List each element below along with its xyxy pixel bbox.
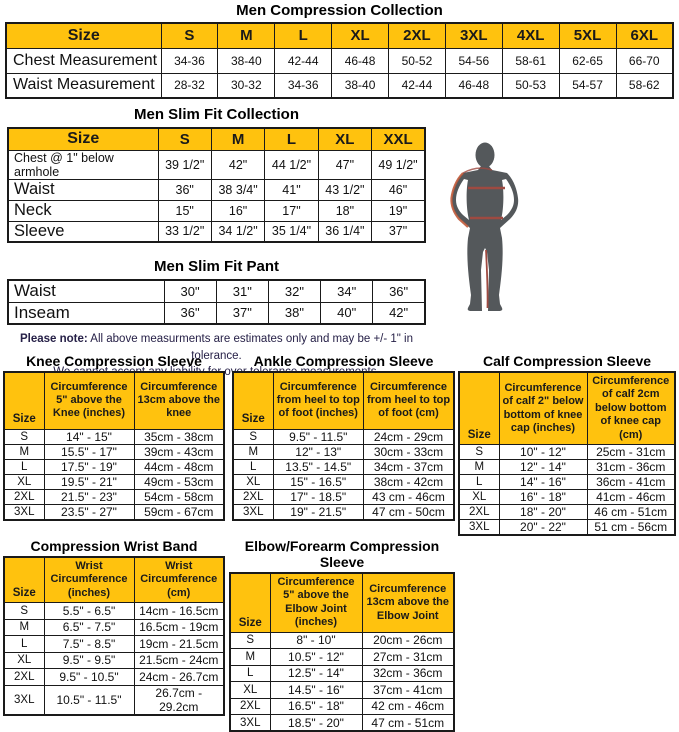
table-row <box>230 649 454 666</box>
data-cell: 30" <box>164 280 216 302</box>
header-cell: Wrist Circumference (cm) <box>134 557 224 603</box>
data-cell: 16" <box>211 200 264 221</box>
table-row <box>233 474 454 489</box>
data-cell: 44 1/2" <box>265 150 318 179</box>
data-cell: 18" <box>318 200 371 221</box>
row-label-cell: L <box>4 636 44 653</box>
data-cell: 46-48 <box>445 73 502 98</box>
data-cell: 33 1/2" <box>158 221 211 242</box>
data-cell: 36" <box>164 302 216 324</box>
data-cell: 38" <box>268 302 320 324</box>
row-label-cell: S <box>459 445 499 460</box>
table-row <box>233 459 454 474</box>
table-row <box>4 504 224 520</box>
data-cell: 34" <box>321 280 373 302</box>
data-cell: 54-57 <box>559 73 616 98</box>
table-row <box>459 460 675 475</box>
table-row <box>8 200 425 221</box>
table-row <box>4 474 224 489</box>
elbow-sleeve-table <box>229 572 455 732</box>
slim-fit-pant-title: Men Slim Fit Pant <box>153 258 279 275</box>
table-row <box>459 490 675 505</box>
data-cell: 24cm - 26.7cm <box>134 669 224 686</box>
row-label-cell: XL <box>230 682 270 699</box>
row-label-cell: XL <box>4 652 44 669</box>
data-cell: 36 1/4" <box>318 221 371 242</box>
data-cell: 50-53 <box>502 73 559 98</box>
data-cell: 17" - 18.5" <box>273 489 364 504</box>
data-cell: 30-32 <box>218 73 275 98</box>
table-row <box>230 665 454 682</box>
row-label-cell: Chest @ 1" below armhole <box>8 150 158 179</box>
data-cell: 18" - 20" <box>499 505 587 520</box>
row-label-cell: M <box>233 444 273 459</box>
table-row <box>459 520 675 536</box>
data-cell: 35 1/4" <box>265 221 318 242</box>
table-row <box>6 48 673 73</box>
table <box>458 371 676 536</box>
data-cell: 40" <box>321 302 373 324</box>
data-cell: 19cm - 21.5cm <box>134 636 224 653</box>
data-cell: 15.5" - 17" <box>44 444 134 459</box>
data-cell: 54-56 <box>445 48 502 73</box>
data-cell: 36" <box>373 280 425 302</box>
slim-fit-collection-title: Men Slim Fit Collection <box>133 106 299 123</box>
data-cell: 62-65 <box>559 48 616 73</box>
data-cell: 21.5" - 23" <box>44 489 134 504</box>
table-row <box>233 504 454 520</box>
header-cell: Circumference of calf 2cm below bottom of knee cap (cm) <box>587 372 675 445</box>
data-cell: 14" - 16" <box>499 475 587 490</box>
table-row <box>8 280 425 302</box>
data-cell: 42 cm - 46cm <box>362 698 454 715</box>
data-cell: 12" - 14" <box>499 460 587 475</box>
header-cell: Circumference 5" above the Knee (inches) <box>44 372 134 429</box>
data-cell: 39cm - 43cm <box>134 444 224 459</box>
data-cell: 10.5" - 12" <box>270 649 362 666</box>
data-cell: 34cm - 37cm <box>364 459 455 474</box>
data-cell: 10.5" - 11.5" <box>44 685 134 715</box>
table-row <box>4 619 224 636</box>
table-row <box>8 150 425 179</box>
data-cell: 41" <box>265 179 318 200</box>
ankle-sleeve-title: Ankle Compression Sleeve <box>253 353 434 369</box>
table-row <box>4 444 224 459</box>
data-cell: 9.5" - 10.5" <box>44 669 134 686</box>
data-cell: 38-40 <box>332 73 389 98</box>
compression-collection-table <box>5 22 674 99</box>
data-cell: 34 1/2" <box>211 221 264 242</box>
header-cell: 4XL <box>502 23 559 48</box>
data-cell: 49 1/2" <box>372 150 425 179</box>
table <box>5 22 674 99</box>
table-row <box>230 698 454 715</box>
header-cell: Circumference from heel to top of foot (cm) <box>364 372 455 429</box>
row-label-cell: S <box>233 429 273 444</box>
row-label-cell: M <box>4 619 44 636</box>
data-cell: 46-48 <box>332 48 389 73</box>
header-cell: XXL <box>372 128 425 150</box>
data-cell: 38-40 <box>218 48 275 73</box>
data-cell: 42-44 <box>389 73 446 98</box>
row-label-cell: 3XL <box>4 685 44 715</box>
data-cell: 24cm - 29cm <box>364 429 455 444</box>
data-cell: 43 cm - 46cm <box>364 489 455 504</box>
data-cell: 8" - 10" <box>270 632 362 649</box>
table <box>7 127 426 243</box>
data-cell: 66-70 <box>616 48 673 73</box>
row-label-cell: Sleeve <box>8 221 158 242</box>
header-cell: 5XL <box>559 23 616 48</box>
table-row <box>233 444 454 459</box>
row-label-cell: M <box>4 444 44 459</box>
table-row <box>230 632 454 649</box>
data-cell: 9.5" - 9.5" <box>44 652 134 669</box>
row-label-cell: Waist <box>8 280 164 302</box>
slim-fit-collection-table <box>7 127 426 243</box>
male-body-silhouette <box>448 140 522 312</box>
knee-sleeve-section <box>3 353 225 521</box>
table-row <box>230 715 454 732</box>
header-cell: Circumference 5" above the Elbow Joint (inches) <box>270 573 362 632</box>
header-cell: Size <box>459 372 499 445</box>
data-cell: 34-36 <box>275 73 332 98</box>
data-cell: 47 cm - 51cm <box>362 715 454 732</box>
data-cell: 47 cm - 50cm <box>364 504 455 520</box>
header-cell: Size <box>8 128 158 150</box>
data-cell: 42" <box>211 150 264 179</box>
table-row <box>459 445 675 460</box>
data-cell: 5.5" - 6.5" <box>44 603 134 620</box>
header-cell: 6XL <box>616 23 673 48</box>
data-cell: 25cm - 31cm <box>587 445 675 460</box>
data-cell: 23.5" - 27" <box>44 504 134 520</box>
table <box>229 572 455 732</box>
row-label-cell: S <box>4 603 44 620</box>
data-cell: 47" <box>318 150 371 179</box>
header-cell: 2XL <box>389 23 446 48</box>
table-row <box>8 302 425 324</box>
wrist-band-section <box>3 538 225 716</box>
data-cell: 18.5" - 20" <box>270 715 362 732</box>
row-label-cell: L <box>233 459 273 474</box>
data-cell: 7.5" - 8.5" <box>44 636 134 653</box>
figure-head <box>476 143 495 168</box>
data-cell: 10" - 12" <box>499 445 587 460</box>
data-cell: 37cm - 41cm <box>362 682 454 699</box>
row-label-cell: 3XL <box>233 504 273 520</box>
data-cell: 15" - 16.5" <box>273 474 364 489</box>
data-cell: 19.5" - 21" <box>44 474 134 489</box>
data-cell: 27cm - 31cm <box>362 649 454 666</box>
table-row <box>4 669 224 686</box>
data-cell: 36cm - 41cm <box>587 475 675 490</box>
data-cell: 42-44 <box>275 48 332 73</box>
header-cell: XL <box>332 23 389 48</box>
tolerance-note-text: All above measurments are estimates only and may be +/- 1" in tolerance. <box>90 333 414 362</box>
data-cell: 19" <box>372 200 425 221</box>
header-cell: L <box>265 128 318 150</box>
data-cell: 58-62 <box>616 73 673 98</box>
header-cell: M <box>211 128 264 150</box>
row-label-cell: XL <box>4 474 44 489</box>
row-label-cell: 3XL <box>4 504 44 520</box>
calf-sleeve-table <box>458 371 676 536</box>
table <box>7 279 426 325</box>
data-cell: 14.5" - 16" <box>270 682 362 699</box>
data-cell: 21.5cm - 24cm <box>134 652 224 669</box>
data-cell: 35cm - 38cm <box>134 429 224 444</box>
table-row <box>6 73 673 98</box>
row-label-cell: S <box>4 429 44 444</box>
data-cell: 13.5" - 14.5" <box>273 459 364 474</box>
row-label-cell: L <box>4 459 44 474</box>
slim-fit-pant-table <box>7 279 426 325</box>
data-cell: 14" - 15" <box>44 429 134 444</box>
data-cell: 16" - 18" <box>499 490 587 505</box>
table-row <box>4 459 224 474</box>
elbow-sleeve-section <box>229 538 455 732</box>
slim-fit-section <box>7 106 426 381</box>
table <box>3 371 225 521</box>
header-cell: Circumference from heel to top of foot (inches) <box>273 372 364 429</box>
compression-collection-title: Men Compression Collection <box>236 2 443 19</box>
data-cell: 49cm - 53cm <box>134 474 224 489</box>
data-cell: 37" <box>372 221 425 242</box>
data-cell: 32cm - 36cm <box>362 665 454 682</box>
table-row <box>233 489 454 504</box>
knee-sleeve-table <box>3 371 225 521</box>
header-cell: Size <box>233 372 273 429</box>
row-label-cell: Chest Measurement <box>6 48 161 73</box>
row-label-cell: Waist Measurement <box>6 73 161 98</box>
data-cell: 20" - 22" <box>499 520 587 536</box>
row-label-cell: M <box>230 649 270 666</box>
row-label-cell: Neck <box>8 200 158 221</box>
calf-sleeve-section <box>458 353 676 536</box>
data-cell: 28-32 <box>161 73 218 98</box>
data-cell: 36" <box>158 179 211 200</box>
row-label-cell: Waist <box>8 179 158 200</box>
data-cell: 20cm - 26cm <box>362 632 454 649</box>
header-cell: Size <box>4 372 44 429</box>
header-cell: XL <box>318 128 371 150</box>
wrist-band-title: Compression Wrist Band <box>30 538 198 554</box>
row-label-cell: XL <box>459 490 499 505</box>
table-row <box>8 179 425 200</box>
row-label-cell: 2XL <box>459 505 499 520</box>
data-cell: 51 cm - 56cm <box>587 520 675 536</box>
header-cell: Circumference 13cm above the knee <box>134 372 224 429</box>
table-row <box>4 489 224 504</box>
data-cell: 15" <box>158 200 211 221</box>
table-row <box>4 685 224 715</box>
data-cell: 26.7cm - 29.2cm <box>134 685 224 715</box>
row-label-cell: 2XL <box>230 698 270 715</box>
table-row <box>4 636 224 653</box>
header-cell: Circumference 13cm above the Elbow Joint <box>362 573 454 632</box>
row-label-cell: S <box>230 632 270 649</box>
data-cell: 17" <box>265 200 318 221</box>
header-cell: M <box>218 23 275 48</box>
row-label-cell: 3XL <box>459 520 499 536</box>
table-row <box>4 652 224 669</box>
data-cell: 34-36 <box>161 48 218 73</box>
data-cell: 42" <box>373 302 425 324</box>
data-cell: 44cm - 48cm <box>134 459 224 474</box>
data-cell: 31" <box>216 280 268 302</box>
header-cell: S <box>158 128 211 150</box>
header-cell: Wrist Circumference (inches) <box>44 557 134 603</box>
data-cell: 16.5" - 18" <box>270 698 362 715</box>
data-cell: 16.5cm - 19cm <box>134 619 224 636</box>
elbow-sleeve-title: Elbow/Forearm Compression Sleeve <box>244 538 440 570</box>
data-cell: 38 3/4" <box>211 179 264 200</box>
header-cell: Size <box>6 23 161 48</box>
row-label-cell: L <box>459 475 499 490</box>
data-cell: 58-61 <box>502 48 559 73</box>
row-label-cell: L <box>230 665 270 682</box>
table-row <box>4 429 224 444</box>
data-cell: 32" <box>268 280 320 302</box>
data-cell: 43 1/2" <box>318 179 371 200</box>
table <box>232 371 455 521</box>
table-row <box>459 505 675 520</box>
row-label-cell: 2XL <box>4 489 44 504</box>
header-cell: 3XL <box>445 23 502 48</box>
wrist-band-table <box>3 556 225 716</box>
row-label-cell: 3XL <box>230 715 270 732</box>
data-cell: 9.5" - 11.5" <box>273 429 364 444</box>
header-cell: S <box>161 23 218 48</box>
men-compression-collection-section <box>5 2 674 99</box>
header-cell: Size <box>4 557 44 603</box>
calf-sleeve-title: Calf Compression Sleeve <box>482 353 652 369</box>
table-row <box>230 682 454 699</box>
knee-sleeve-title: Knee Compression Sleeve <box>26 353 202 369</box>
table-row <box>4 603 224 620</box>
row-label-cell: M <box>459 460 499 475</box>
data-cell: 39 1/2" <box>158 150 211 179</box>
data-cell: 41cm - 46cm <box>587 490 675 505</box>
header-cell: L <box>275 23 332 48</box>
header-cell: Size <box>230 573 270 632</box>
row-label-cell: 2XL <box>233 489 273 504</box>
data-cell: 12" - 13" <box>273 444 364 459</box>
data-cell: 59cm - 67cm <box>134 504 224 520</box>
row-label-cell: XL <box>233 474 273 489</box>
data-cell: 38cm - 42cm <box>364 474 455 489</box>
ankle-sleeve-section <box>232 353 455 521</box>
row-label-cell: 2XL <box>4 669 44 686</box>
tolerance-note-label: Please note: <box>19 333 88 345</box>
data-cell: 31cm - 36cm <box>587 460 675 475</box>
data-cell: 19" - 21.5" <box>273 504 364 520</box>
data-cell: 6.5" - 7.5" <box>44 619 134 636</box>
data-cell: 14cm - 16.5cm <box>134 603 224 620</box>
data-cell: 30cm - 33cm <box>364 444 455 459</box>
data-cell: 46 cm - 51cm <box>587 505 675 520</box>
data-cell: 12.5" - 14" <box>270 665 362 682</box>
inseam-measure-line <box>486 250 488 308</box>
data-cell: 37" <box>216 302 268 324</box>
table-row <box>233 429 454 444</box>
table <box>3 556 225 716</box>
table-row <box>8 221 425 242</box>
data-cell: 46" <box>372 179 425 200</box>
row-label-cell: Inseam <box>8 302 164 324</box>
data-cell: 50-52 <box>389 48 446 73</box>
data-cell: 54cm - 58cm <box>134 489 224 504</box>
table-row <box>459 475 675 490</box>
ankle-sleeve-table <box>232 371 455 521</box>
header-cell: Circumference of calf 2" below bottom of knee cap (inches) <box>499 372 587 445</box>
data-cell: 17.5" - 19" <box>44 459 134 474</box>
